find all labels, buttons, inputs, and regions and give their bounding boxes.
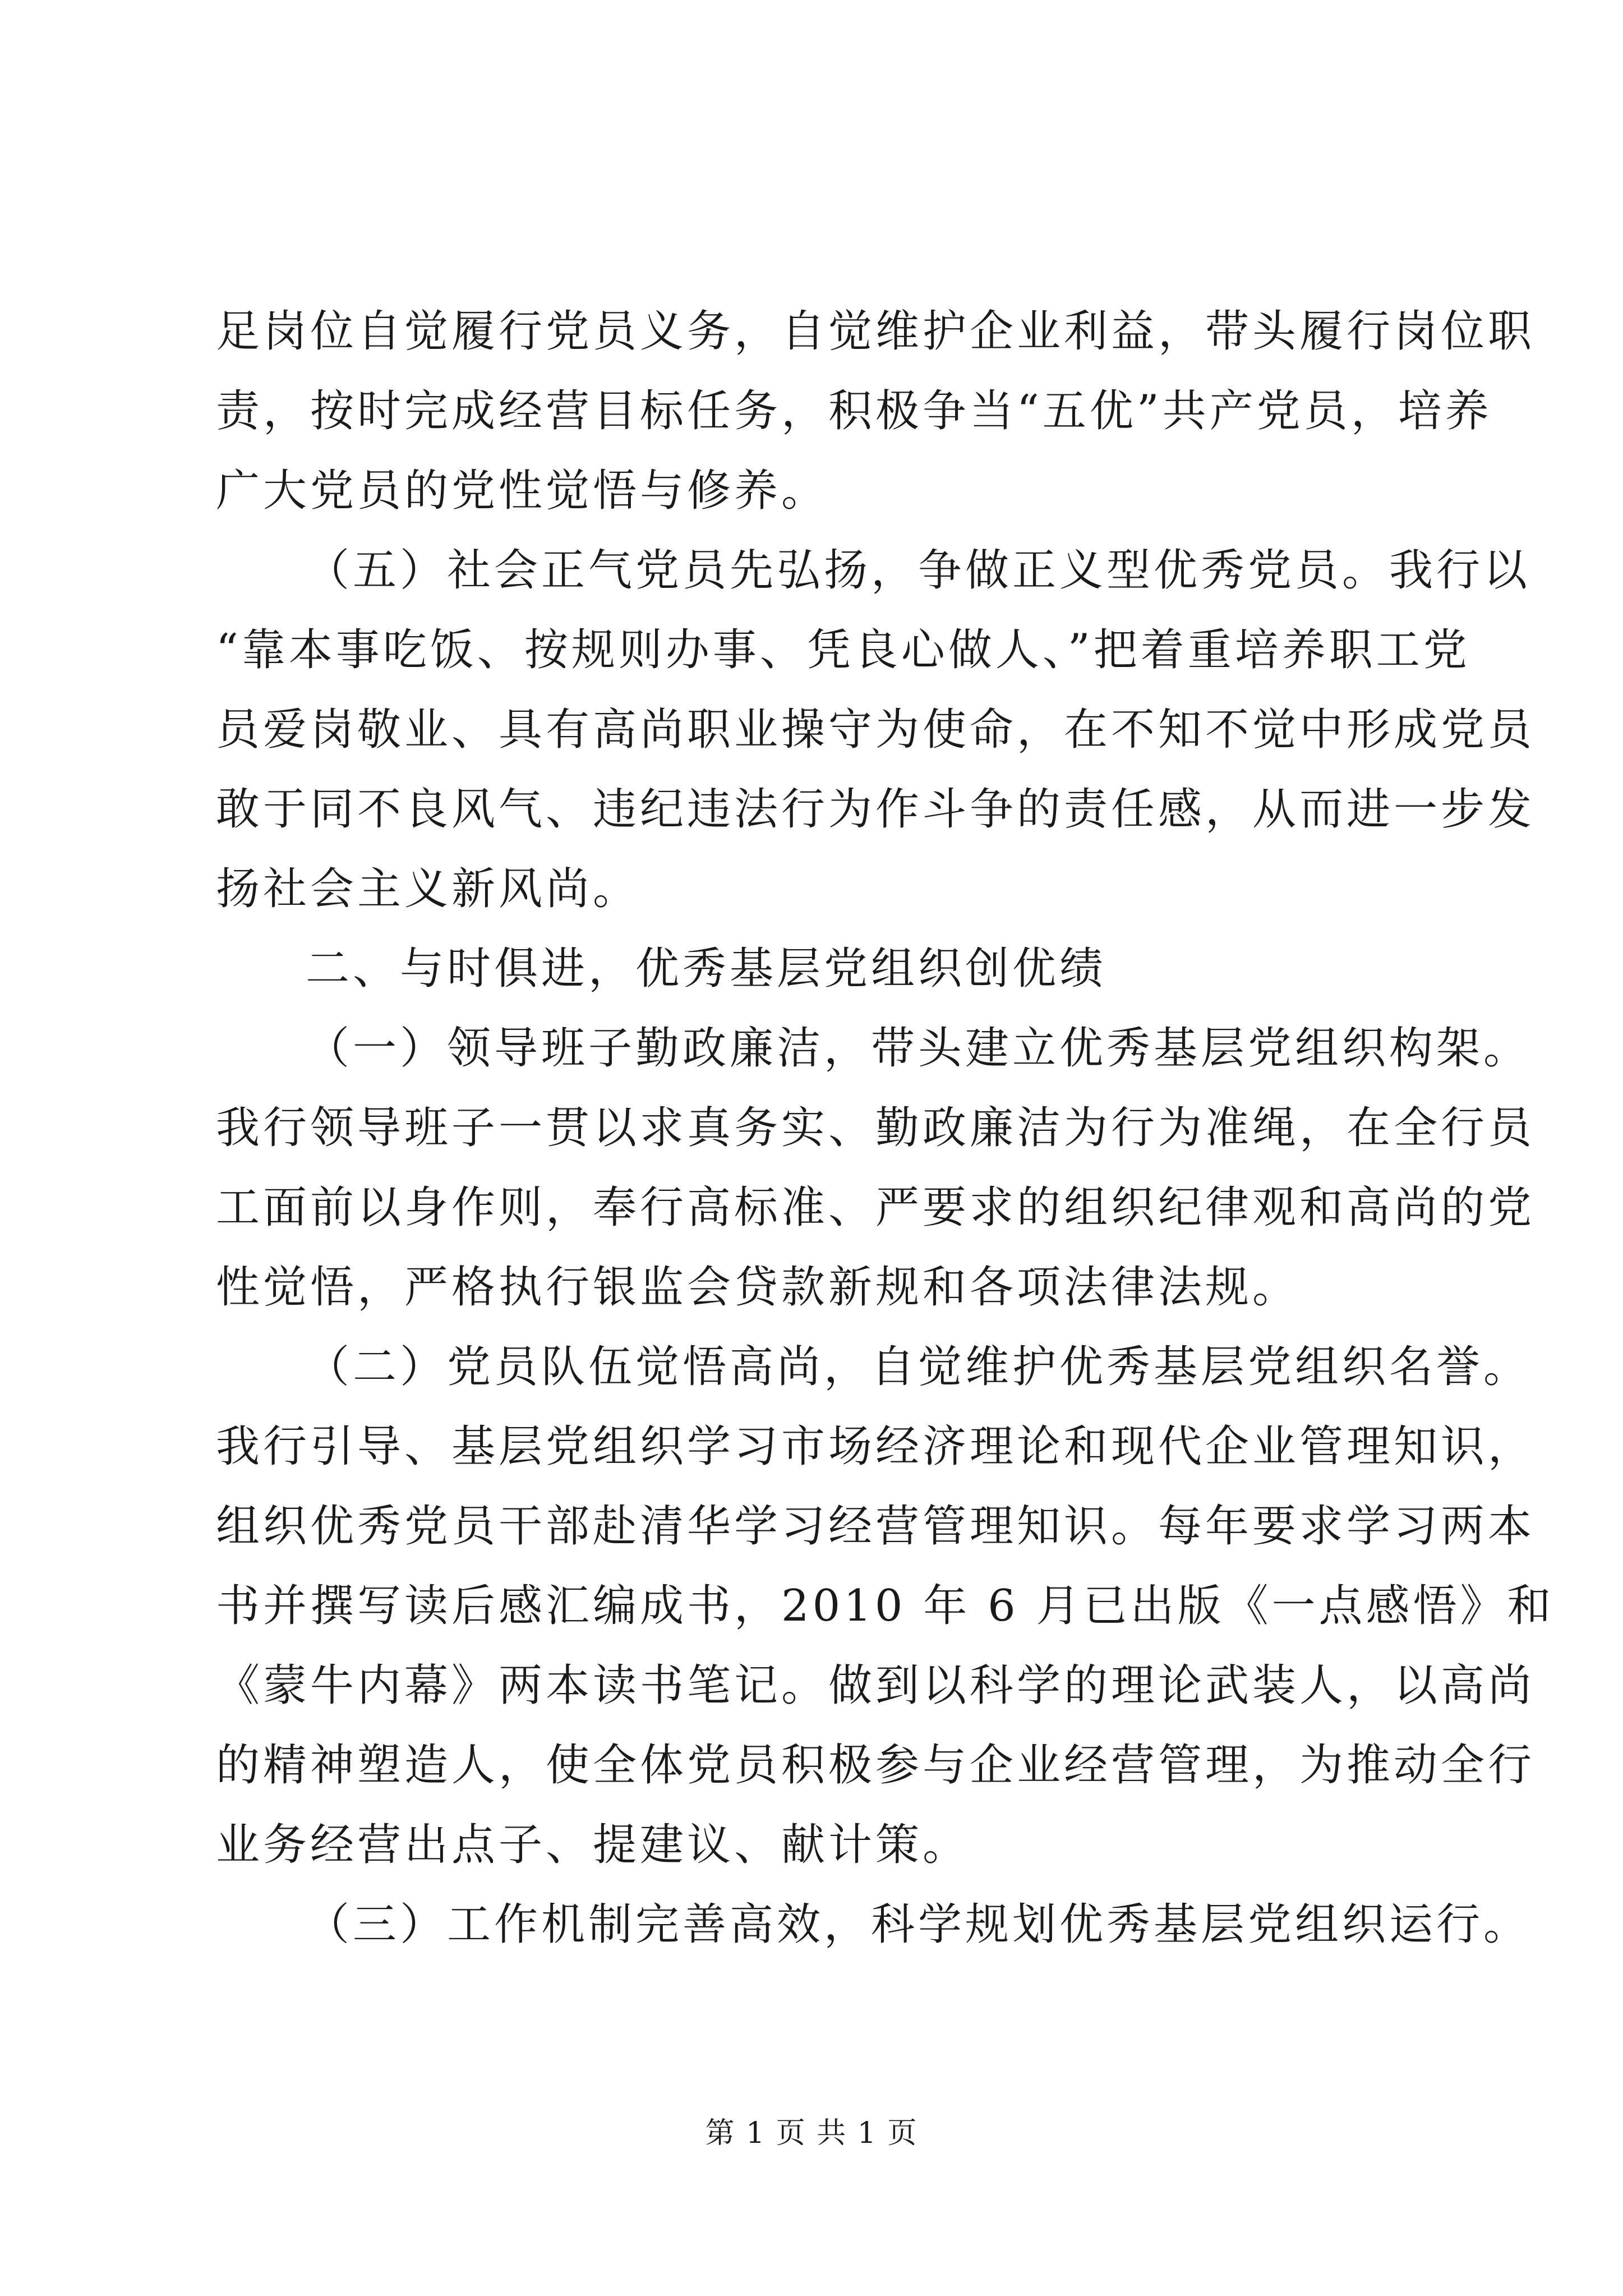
text-line: 性觉悟，严格执行银监会贷款新规和各项法律法规。 [216,1262,1300,1313]
text-line: 广大党员的党性觉悟与修养。 [216,466,829,516]
text-line: 书并撰写读后感汇编成书，2010 年 6 月已出版《一点感悟》和 [216,1581,1555,1631]
paragraph-start-line: （三）工作机制完善高效，科学规划优秀基层党组织运行。 [306,1899,1531,1950]
text-line: “靠本事吃饭、按规则办事、凭良心做人、”把着重培养职工党 [216,625,1470,675]
text-line: 责，按时完成经营目标任务，积极争当“五优”共产党员，培养 [216,386,1492,436]
text-line: 组织优秀党员干部赴清华学习经营管理知识。每年要求学习两本 [216,1501,1536,1552]
text-line: 扬社会主义新风尚。 [216,864,640,914]
text-line: 我行领导班子一贯以求真务实、勤政廉洁为行为准绳，在全行员 [216,1103,1536,1153]
text-line: 我行引导、基层党组织学习市场经济理论和现代企业管理知识， [216,1421,1536,1472]
text-line: 敢于同不良风气、违纪违法行为作斗争的责任感，从而进一步发 [216,784,1536,835]
paragraph-start-line: （一）领导班子勤政廉洁，带头建立优秀基层党组织构架。 [306,1023,1531,1074]
text-line: 业务经营出点子、提建议、献计策。 [216,1820,970,1870]
document-body [216,292,1555,1964]
text-line: 的精神塑造人，使全体党员积极参与企业经营管理，为推动全行 [216,1740,1536,1791]
page-footer: 第 1 页 共 1 页 [705,2116,918,2150]
text-line: 员爱岗敬业、具有高尚职业操守为使命，在不知不觉中形成党员 [216,705,1536,755]
section-heading: 二、与时俱进，优秀基层党组织创优绩 [306,944,1107,994]
text-line: 《蒙牛内幕》两本读书笔记。做到以科学的理论武装人，以高尚 [216,1660,1536,1711]
text-line: 足岗位自觉履行党员义务，自觉维护企业利益，带头履行岗位职 [216,306,1536,357]
paragraph-start-line: （五）社会正气党员先弘扬，争做正义型优秀党员。我行以 [306,545,1531,596]
paragraph-start-line: （二）党员队伍觉悟高尚，自觉维护优秀基层党组织名誉。 [306,1342,1531,1392]
text-line: 工面前以身作则，奉行高标准、严要求的组织纪律观和高尚的党 [216,1182,1536,1233]
